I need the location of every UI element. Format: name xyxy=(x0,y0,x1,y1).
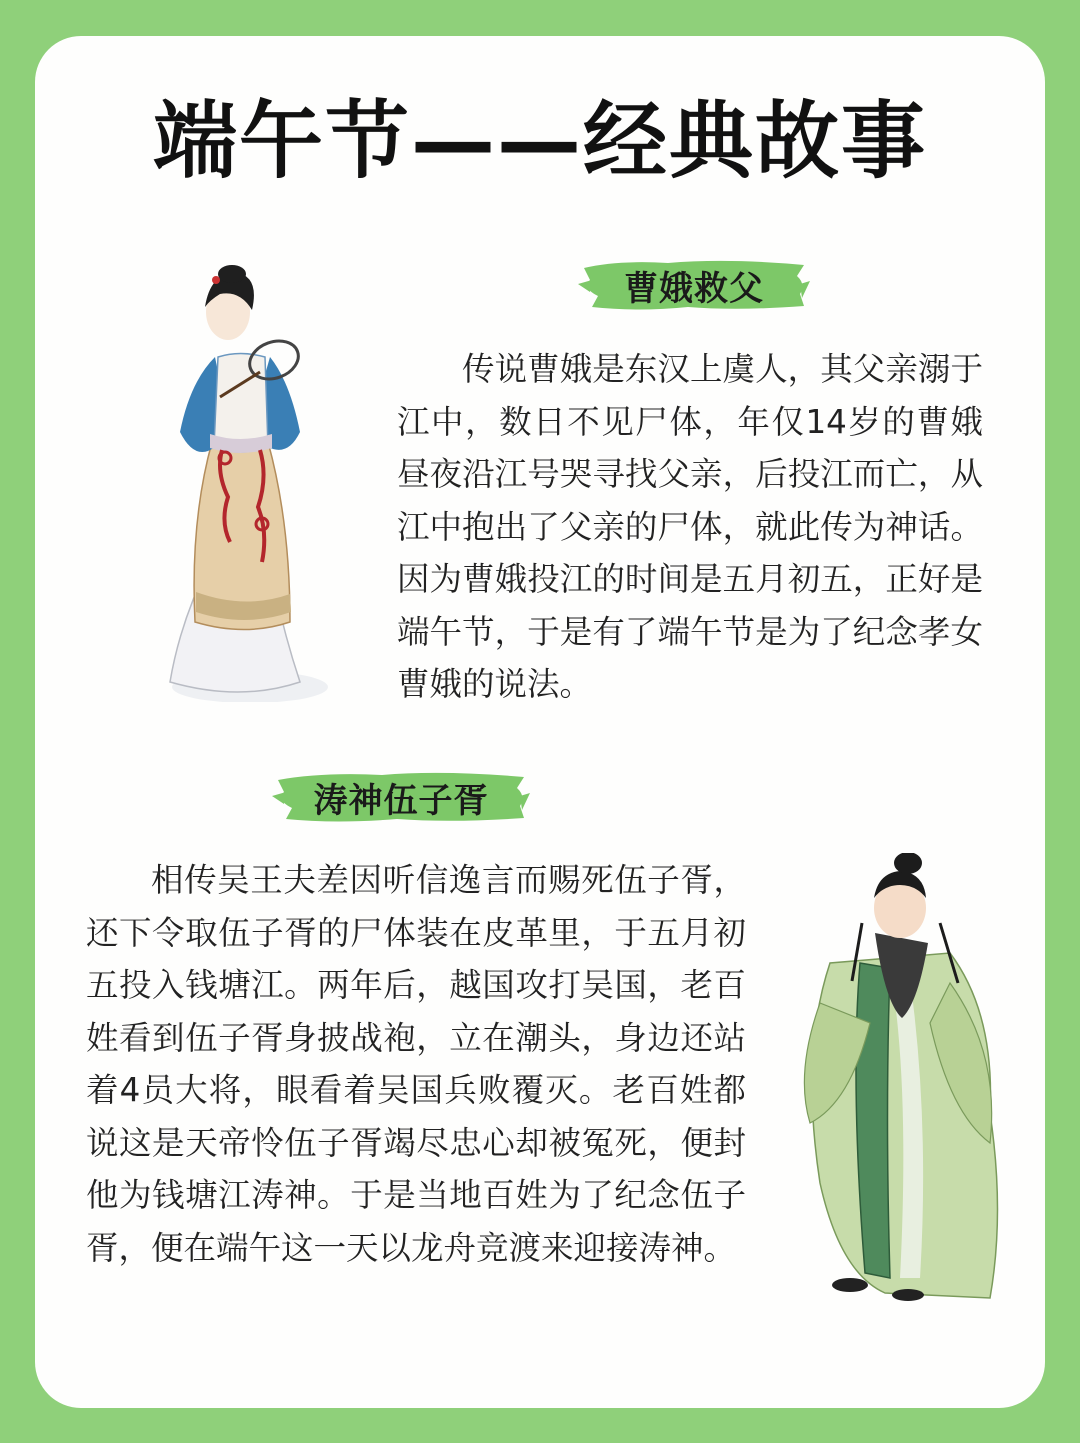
section-heading-cao-e xyxy=(578,254,810,316)
section-heading-label: 曹娥救父 xyxy=(624,268,764,309)
story-paragraph-cao-e: 传说曹娥是东汉上虞人，其父亲溺于江中，数日不见尸体，年仅14岁的曹娥昼夜沿江号哭寻找父亲，后投江而亡，从江中抱出了父亲的尸体，就此传为神话。因为曹娥投江的时间是五月初五，正好是端午节，于是有了端午节是为了纪念孝女曹娥的说法。 xyxy=(397,350,983,703)
cao-e-illustration xyxy=(150,262,330,702)
section-heading-wu-zixu xyxy=(272,766,530,828)
wu-zixu-illustration xyxy=(790,853,1010,1303)
page-title: 端午节——经典故事 xyxy=(152,92,927,190)
story-paragraph-wu-zixu: 相传吴王夫差因听信逸言而赐死伍子胥，还下令取伍子胥的尸体装在皮革里，于五月初五投入钱塘江。两年后，越国攻打吴国，老百姓看到伍子胥身披战袍，立在潮头，身边还站着4员大将，眼看着吴国兵败覆灭。老百姓都说这是天帝怜伍子胥竭尽忠心却被冤死，便封他为钱塘江涛神。于是当地百姓为了纪念伍子胥，便在端午这一天以龙舟竞渡来迎接涛神。 xyxy=(86,861,746,1267)
section-heading-label: 涛神伍子胥 xyxy=(313,780,489,821)
